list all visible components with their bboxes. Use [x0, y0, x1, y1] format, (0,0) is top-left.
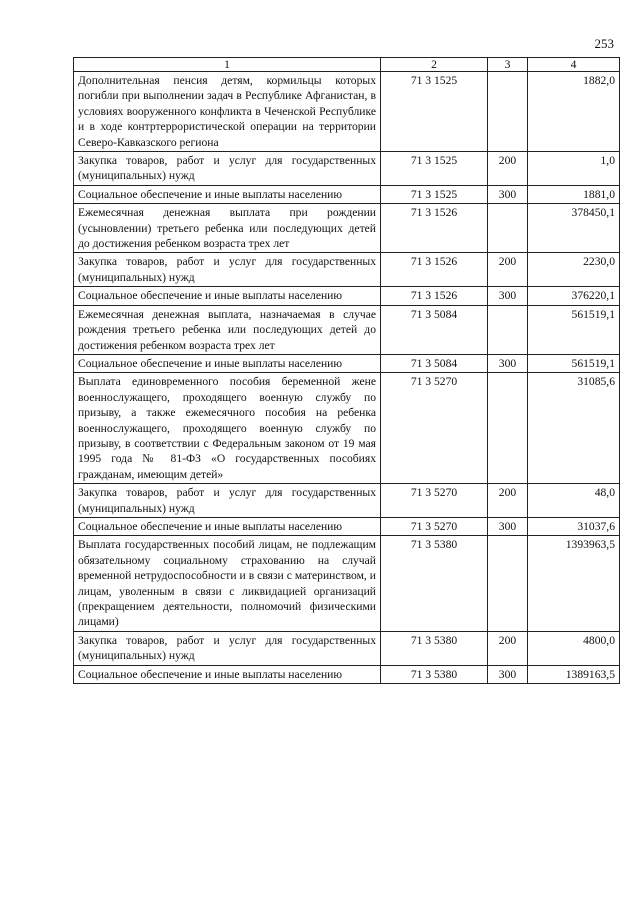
row-expense-type-cell: 300: [488, 517, 528, 535]
row-name-cell: Социальное обеспечение и иные выплаты населению: [74, 517, 381, 535]
row-code-cell: 71 3 5380: [381, 631, 488, 665]
row-name-cell: Социальное обеспечение и иные выплаты населению: [74, 354, 381, 372]
table-row: [74, 72, 620, 152]
row-expense-type-cell: 200: [488, 152, 528, 186]
row-amount-cell: 31037,6: [528, 517, 620, 535]
row-expense-type-cell: [488, 72, 528, 152]
row-code-cell: 71 3 1525: [381, 72, 488, 152]
row-name-cell: Выплата единовременного пособия беременной жене военнослужащего, проходящего военную службу по призыву, а также ежемесячного пособия на ребенка военнослужащего, проходящего военную службу по призыву, в соответствии с Федеральным законом от 19 мая 1995 года № 81-ФЗ «О государственных пособиях гражданам, имеющим детей»: [74, 373, 381, 484]
row-code-cell: 71 3 5270: [381, 484, 488, 518]
table-row: [74, 204, 620, 253]
table-row: [74, 287, 620, 305]
row-name-cell: Закупка товаров, работ и услуг для государственных (муниципальных) нужд: [74, 253, 381, 287]
row-code-cell: 71 3 1526: [381, 287, 488, 305]
table-row: [74, 484, 620, 518]
budget-table: [73, 57, 620, 684]
row-code-cell: 71 3 1526: [381, 204, 488, 253]
row-name-cell: Дополнительная пенсия детям, кормильцы которых погибли при выполнении задач в Республике Афганистан, в условиях вооруженного конфликта в Чеченской Республике и в ходе контртеррористической операции на территории Северо-Кавказского региона: [74, 72, 381, 152]
table-row: [74, 354, 620, 372]
row-amount-cell: 1389163,5: [528, 665, 620, 683]
row-amount-cell: 2230,0: [528, 253, 620, 287]
row-amount-cell: 1881,0: [528, 185, 620, 203]
table-row: [74, 517, 620, 535]
column-header-4: 4: [528, 58, 620, 72]
row-code-cell: 71 3 1525: [381, 185, 488, 203]
row-name-cell: Социальное обеспечение и иные выплаты населению: [74, 665, 381, 683]
row-name-cell: Социальное обеспечение и иные выплаты населению: [74, 287, 381, 305]
row-name-cell: Социальное обеспечение и иные выплаты населению: [74, 185, 381, 203]
row-expense-type-cell: 300: [488, 354, 528, 372]
row-amount-cell: 48,0: [528, 484, 620, 518]
table-row: [74, 253, 620, 287]
row-amount-cell: 1,0: [528, 152, 620, 186]
table-row: [74, 631, 620, 665]
row-expense-type-cell: 300: [488, 665, 528, 683]
column-header-3: 3: [488, 58, 528, 72]
row-expense-type-cell: [488, 204, 528, 253]
row-amount-cell: 376220,1: [528, 287, 620, 305]
column-header-2: 2: [381, 58, 488, 72]
row-amount-cell: 31085,6: [528, 373, 620, 484]
row-amount-cell: 1882,0: [528, 72, 620, 152]
table-row: [74, 305, 620, 354]
table-row: [74, 665, 620, 683]
row-name-cell: Закупка товаров, работ и услуг для государственных (муниципальных) нужд: [74, 152, 381, 186]
row-amount-cell: 378450,1: [528, 204, 620, 253]
header-row: [74, 58, 620, 72]
row-amount-cell: 561519,1: [528, 305, 620, 354]
column-header-1: 1: [74, 58, 381, 72]
row-expense-type-cell: 200: [488, 253, 528, 287]
row-name-cell: Закупка товаров, работ и услуг для государственных (муниципальных) нужд: [74, 631, 381, 665]
row-name-cell: Выплата государственных пособий лицам, не подлежащим обязательному социальному страхованию на случай временной нетрудоспособности и в связи с материнством, и лицам, уволенным в связи с ликвидацией организаций (прекращением деятельности, полномочий физическими лицами): [74, 536, 381, 631]
table-row: [74, 536, 620, 631]
row-code-cell: 71 3 5084: [381, 305, 488, 354]
row-expense-type-cell: 200: [488, 484, 528, 518]
row-expense-type-cell: [488, 536, 528, 631]
table-body: [74, 72, 620, 684]
table-row: [74, 185, 620, 203]
row-code-cell: 71 3 5084: [381, 354, 488, 372]
row-amount-cell: 1393963,5: [528, 536, 620, 631]
row-name-cell: Ежемесячная денежная выплата, назначаемая в случае рождения третьего ребенка или последующих детей до достижения ребенком возраста трех лет: [74, 305, 381, 354]
table-row: [74, 373, 620, 484]
row-amount-cell: 561519,1: [528, 354, 620, 372]
row-code-cell: 71 3 5380: [381, 536, 488, 631]
row-code-cell: 71 3 1526: [381, 253, 488, 287]
row-expense-type-cell: 300: [488, 185, 528, 203]
row-name-cell: Закупка товаров, работ и услуг для государственных (муниципальных) нужд: [74, 484, 381, 518]
row-code-cell: 71 3 5380: [381, 665, 488, 683]
row-expense-type-cell: [488, 305, 528, 354]
row-expense-type-cell: [488, 373, 528, 484]
table-row: [74, 152, 620, 186]
row-code-cell: 71 3 5270: [381, 373, 488, 484]
row-amount-cell: 4800,0: [528, 631, 620, 665]
row-code-cell: 71 3 1525: [381, 152, 488, 186]
row-name-cell: Ежемесячная денежная выплата при рождении (усыновлении) третьего ребенка или последующих детей до достижения ребенком возраста трех лет: [74, 204, 381, 253]
row-expense-type-cell: 300: [488, 287, 528, 305]
page-number: 253: [594, 36, 614, 51]
row-code-cell: 71 3 5270: [381, 517, 488, 535]
row-expense-type-cell: 200: [488, 631, 528, 665]
